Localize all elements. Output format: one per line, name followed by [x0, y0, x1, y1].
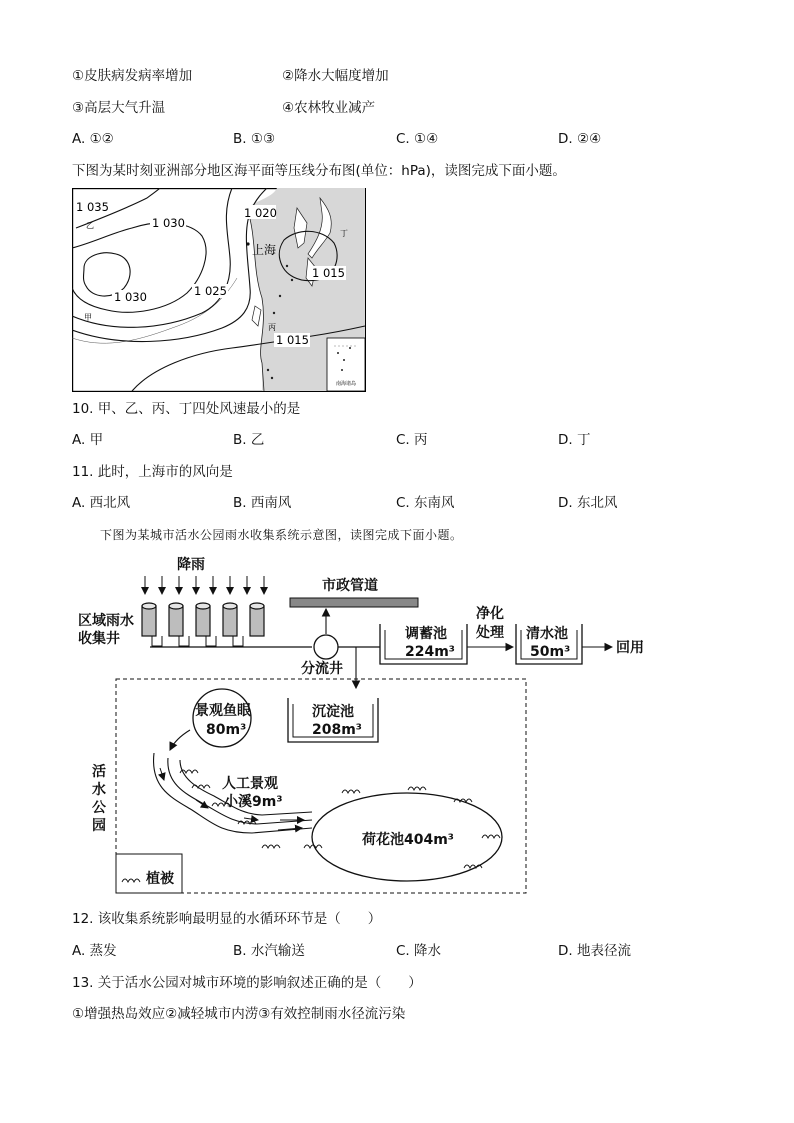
place-yi: 乙	[86, 221, 94, 230]
q11-option-c: C. 东南风	[396, 495, 455, 511]
purify-label-line2: 处理	[476, 625, 504, 641]
rainwater-system-diagram	[72, 548, 662, 898]
q12-stem: 12. 该收集系统影响最明显的水循环环节是（ ）	[72, 911, 382, 927]
clear-pond-name: 清水池	[526, 626, 568, 642]
map-intro: 下图为某时刻亚洲部分地区海平面等压线分布图(单位：hPa)，读图完成下面小题。	[72, 163, 566, 179]
q12-option-b: B. 水汽输送	[233, 943, 305, 959]
storage-pond-volume: 224m³	[405, 644, 455, 660]
lotus-pond-label: 荷花池404m³	[362, 832, 454, 848]
isobar-label-1030-south: 1 030	[114, 290, 147, 304]
isobar-label-1020: 1 020	[244, 206, 277, 220]
well-label-line2: 收集井	[78, 631, 120, 647]
municipal-pipe-label: 市政管道	[322, 578, 378, 594]
well-label-line1: 区域雨水	[78, 613, 134, 629]
diagram-intro: 下图为某城市活水公园雨水收集系统示意图，读图完成下面小题。	[100, 528, 463, 542]
q11-option-d: D. 东北风	[558, 495, 618, 511]
isobar-label-1015-center: 1 015	[312, 266, 345, 280]
q9-item-3: ③高层大气升温	[72, 100, 166, 116]
q10-option-c: C. 丙	[396, 432, 428, 448]
park-label-3: 公	[92, 800, 106, 816]
clear-pond-volume: 50m³	[530, 644, 571, 660]
place-bing: 丙	[268, 323, 276, 332]
splitter-well-label: 分流井	[301, 661, 343, 677]
q12-option-d: D. 地表径流	[558, 943, 631, 959]
q9-item-1: ①皮肤病发病率增加	[72, 68, 193, 84]
rain-label: 降雨	[177, 557, 205, 573]
q11-stem: 11. 此时，上海市的风向是	[72, 464, 233, 480]
isobar-map	[72, 188, 366, 392]
q11-option-a: A. 西北风	[72, 495, 131, 511]
place-jia: 甲	[84, 313, 92, 322]
isobar-label-1015-south: 1 015	[276, 333, 309, 347]
storage-pond-name: 调蓄池	[405, 626, 447, 642]
q12-option-c: C. 降水	[396, 943, 442, 959]
fisheye-volume: 80m³	[206, 722, 247, 738]
place-shanghai: 上海	[252, 243, 277, 257]
place-ding: 丁	[340, 229, 348, 238]
isobar-label-1030-north: 1 030	[152, 216, 185, 230]
stream-label-line2: 小溪9m³	[224, 794, 283, 810]
q10-option-d: D. 丁	[558, 432, 591, 448]
park-label-1: 活	[92, 764, 106, 780]
q11-option-b: B. 西南风	[233, 495, 292, 511]
q9-item-4: ④农林牧业减产	[282, 100, 376, 116]
legend-label: 植被	[146, 871, 174, 887]
sediment-pond-volume: 208m³	[312, 722, 362, 738]
q12-option-a: A. 蒸发	[72, 943, 117, 959]
reuse-label: 回用	[616, 640, 644, 656]
park-label-4: 园	[92, 818, 106, 834]
q9-option-a: A. ①②	[72, 131, 114, 147]
q13-stem: 13. 关于活水公园对城市环境的影响叙述正确的是（ ）	[72, 975, 422, 991]
inset-label: 南海诸岛	[335, 381, 357, 387]
fisheye-name: 景观鱼眼	[195, 703, 251, 719]
q10-stem: 10. 甲、乙、丙、丁四处风速最小的是	[72, 401, 301, 417]
q9-option-d: D. ②④	[558, 131, 602, 147]
isobar-label-1035: 1 035	[76, 200, 109, 214]
purify-label-line1: 净化	[476, 606, 504, 622]
park-label-2: 水	[92, 782, 106, 798]
isobar-label-1025: 1 025	[194, 284, 227, 298]
q10-option-b: B. 乙	[233, 432, 265, 448]
stream-label-line1: 人工景观	[222, 776, 278, 792]
q9-option-b: B. ①③	[233, 131, 276, 147]
sediment-pond-name: 沉淀池	[312, 704, 354, 720]
q9-item-2: ②降水大幅度增加	[282, 68, 389, 84]
q10-option-a: A. 甲	[72, 432, 104, 448]
q9-option-c: C. ①④	[396, 131, 439, 147]
q13-items: ①增强热岛效应②减轻城市内涝③有效控制雨水径流污染	[72, 1006, 406, 1022]
